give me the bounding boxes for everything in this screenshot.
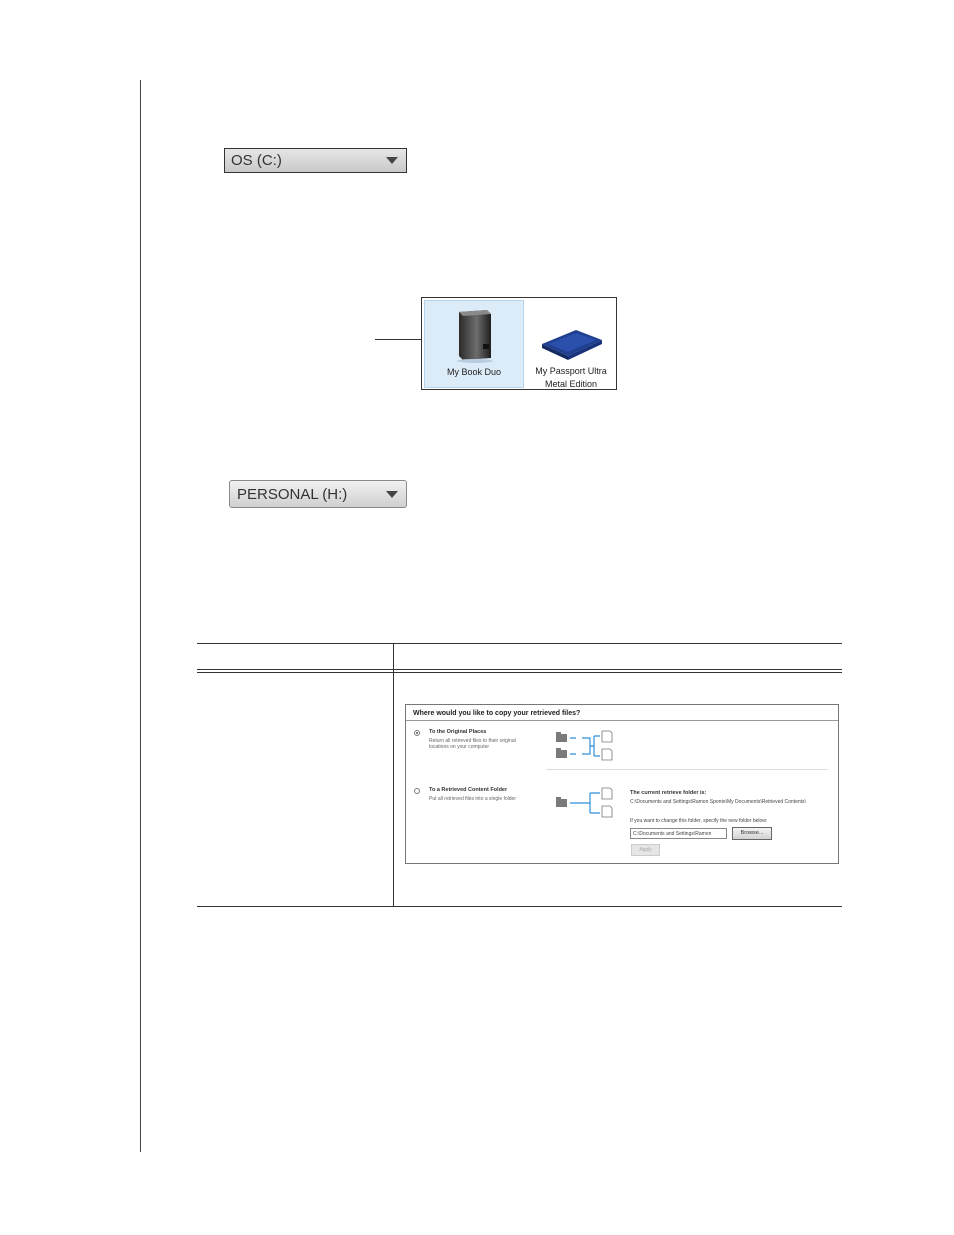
chevron-down-icon xyxy=(386,157,398,164)
option-retrieved-folder-title: To a Retrieved Content Folder xyxy=(429,787,508,793)
table-column-divider xyxy=(393,643,394,907)
callout-line xyxy=(375,339,425,340)
device-item-my-book-duo[interactable] xyxy=(424,300,524,388)
device-label-line2: Metal Edition xyxy=(544,379,598,389)
destination-drive-value: PERSONAL (H:) xyxy=(237,485,348,503)
source-drive-value: OS (C:) xyxy=(231,152,282,169)
device-label: My Book Duo xyxy=(446,367,502,377)
retrieve-folder-path-input[interactable]: C:\Documents and Settings\Ramon xyxy=(630,828,727,839)
table-bottom-rule xyxy=(197,906,842,907)
radio-retrieved-content-folder[interactable] xyxy=(414,788,420,794)
destination-drive-dropdown[interactable] xyxy=(229,480,407,508)
my-book-duo-icon xyxy=(445,306,505,364)
current-folder-label: The current retrieve folder is: xyxy=(630,790,707,796)
current-folder-path: C:\Documents and Settings\Ramon Sponte\My Documents\Retrieved Contents\ xyxy=(630,799,806,805)
panel-divider xyxy=(406,720,838,721)
chevron-down-icon xyxy=(386,491,398,498)
table-header-rule-2 xyxy=(197,672,842,673)
device-list xyxy=(421,297,617,390)
option-retrieved-folder-desc: Put all retrieved files into a single folder xyxy=(429,796,516,802)
option-original-places-title: To the Original Places xyxy=(429,729,487,735)
table-header-rule-1 xyxy=(197,669,842,670)
apply-button[interactable]: Apply xyxy=(631,844,660,856)
device-item-my-passport-ultra[interactable] xyxy=(526,300,616,388)
option-separator xyxy=(546,769,828,770)
source-drive-dropdown[interactable] xyxy=(224,148,407,173)
retrieved-folder-diagram-icon xyxy=(554,785,624,819)
device-label-line1: My Passport Ultra xyxy=(535,366,607,376)
change-folder-hint: If you want to change this folder, specify the new folder below: xyxy=(630,818,768,824)
panel-title: Where would you like to copy your retrieved files? xyxy=(413,710,581,717)
original-places-diagram-icon xyxy=(554,728,624,762)
left-margin-rule xyxy=(140,80,141,1152)
table-top-rule xyxy=(197,643,842,644)
my-passport-ultra-icon xyxy=(536,322,606,362)
retrieve-destination-panel xyxy=(405,704,839,864)
option-original-places-desc: Return all retrieved files to their original locations on your computer xyxy=(429,738,516,750)
browse-button[interactable]: Browse... xyxy=(732,827,772,840)
radio-original-places[interactable] xyxy=(414,730,420,736)
